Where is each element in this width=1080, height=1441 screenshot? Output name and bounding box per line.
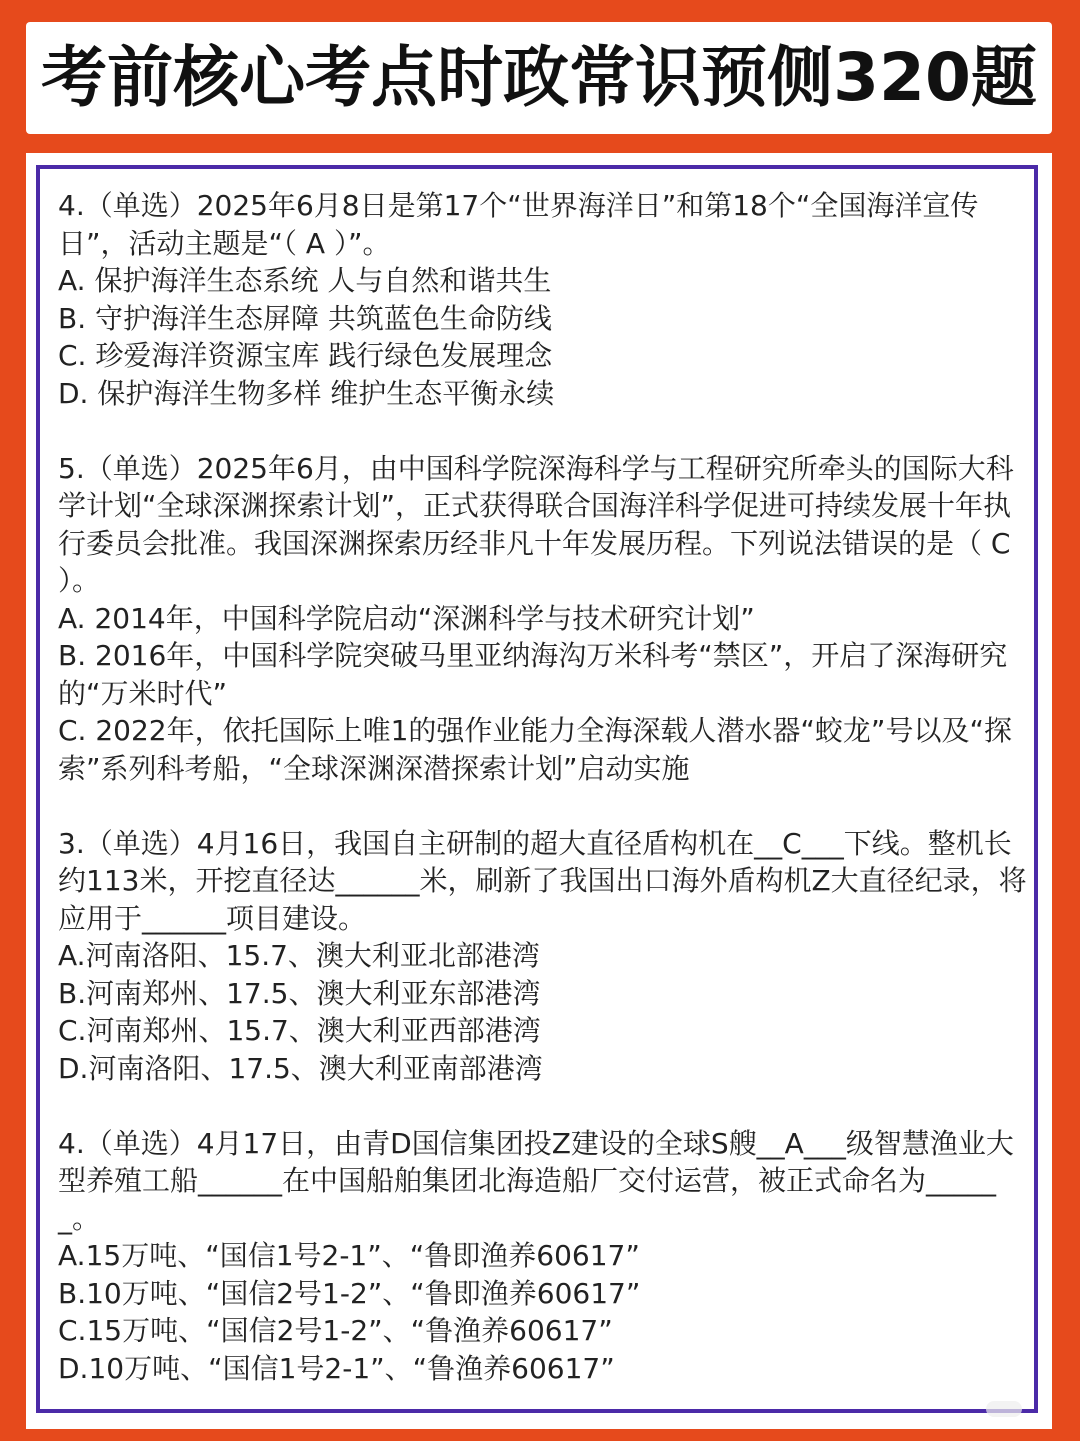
page-title: 考前核心考点时政常识预侧320题: [41, 39, 1037, 116]
question-stem: 3.（单选）4月16日，我国自主研制的超大直径盾构机在__C___下线。整机长约113米，开挖直径达______米，刷新了我国出口海外盾构机Z大直径纪录，将应用于______项目建设。: [58, 826, 1027, 935]
question-stem: 4.（单选）2025年6月8日是第17个“世界海洋日”和第18个“全国海洋宣传日”，活动主题是“（ A ）”。: [58, 189, 979, 260]
watermark-badge: [986, 1401, 1022, 1417]
question-list: [58, 187, 1028, 1387]
question-option: B. 守护海洋生态屏障 共筑蓝色生命防线: [58, 301, 552, 335]
question-item: [58, 825, 1028, 1088]
question-option: C. 2022年，依托国际上唯1的强作业能力全海深载人潜水器“蛟龙”号以及“探索”系列科考船，“全球深渊深潜探索计划”启动实施: [58, 714, 1012, 785]
question-item: [58, 1125, 1028, 1388]
question-spacer: [58, 1087, 1028, 1125]
question-option: C. 珍爱海洋资源宝库 践行绿色发展理念: [58, 339, 553, 372]
question-stem: 5.（单选）2025年6月，由中国科学院深海科学与工程研究所牵头的国际大科学计划“全球深渊探索计划”，正式获得联合国海洋科学促进可持续发展十年执行委员会批准。我国深渊探索历经非凡十年发展历程。下列说法错误的是（ C ）。: [58, 451, 1014, 597]
question-option: D.10万吨、“国信1号2-1”、“鲁渔养60617”: [58, 1351, 615, 1385]
question-spacer: [58, 412, 1028, 450]
question-item: [58, 450, 1028, 788]
question-option: A. 2014年，中国科学院启动“深渊科学与技术研究计划”: [58, 601, 755, 635]
question-option: D. 保护海洋生物多样 维护生态平衡永续: [58, 376, 555, 410]
question-option: C.15万吨、“国信2号1-2”、“鲁渔养60617”: [58, 1314, 613, 1347]
question-option: B. 2016年，中国科学院突破马里亚纳海沟万米科考“禁区”，开启了深海研究的“万米时代”: [58, 639, 1008, 710]
question-option: C.河南郑州、15.7、澳大利亚西部港湾: [58, 1014, 541, 1047]
question-option: B.河南郑州、17.5、澳大利亚东部港湾: [58, 976, 541, 1010]
question-stem: 4.（单选）4月17日，由青D国信集团投Z建设的全球S艘__A___级智慧渔业大型养殖工船______在中国船舶集团北海造船厂交付运营，被正式命名为______。: [58, 1126, 1014, 1235]
question-spacer: [58, 787, 1028, 825]
question-option: A. 保护海洋生态系统 人与自然和谐共生: [58, 264, 552, 297]
title-banner: [26, 22, 1052, 134]
content-panel: [26, 153, 1052, 1429]
question-option: D.河南洛阳、17.5、澳大利亚南部港湾: [58, 1051, 543, 1085]
question-option: A.河南洛阳、15.7、澳大利亚北部港湾: [58, 939, 540, 972]
question-option: A.15万吨、“国信1号2-1”、“鲁即渔养60617”: [58, 1239, 640, 1272]
question-option: B.10万吨、“国信2号1-2”、“鲁即渔养60617”: [58, 1276, 641, 1310]
question-item: [58, 187, 1028, 412]
content-frame: [36, 165, 1038, 1413]
